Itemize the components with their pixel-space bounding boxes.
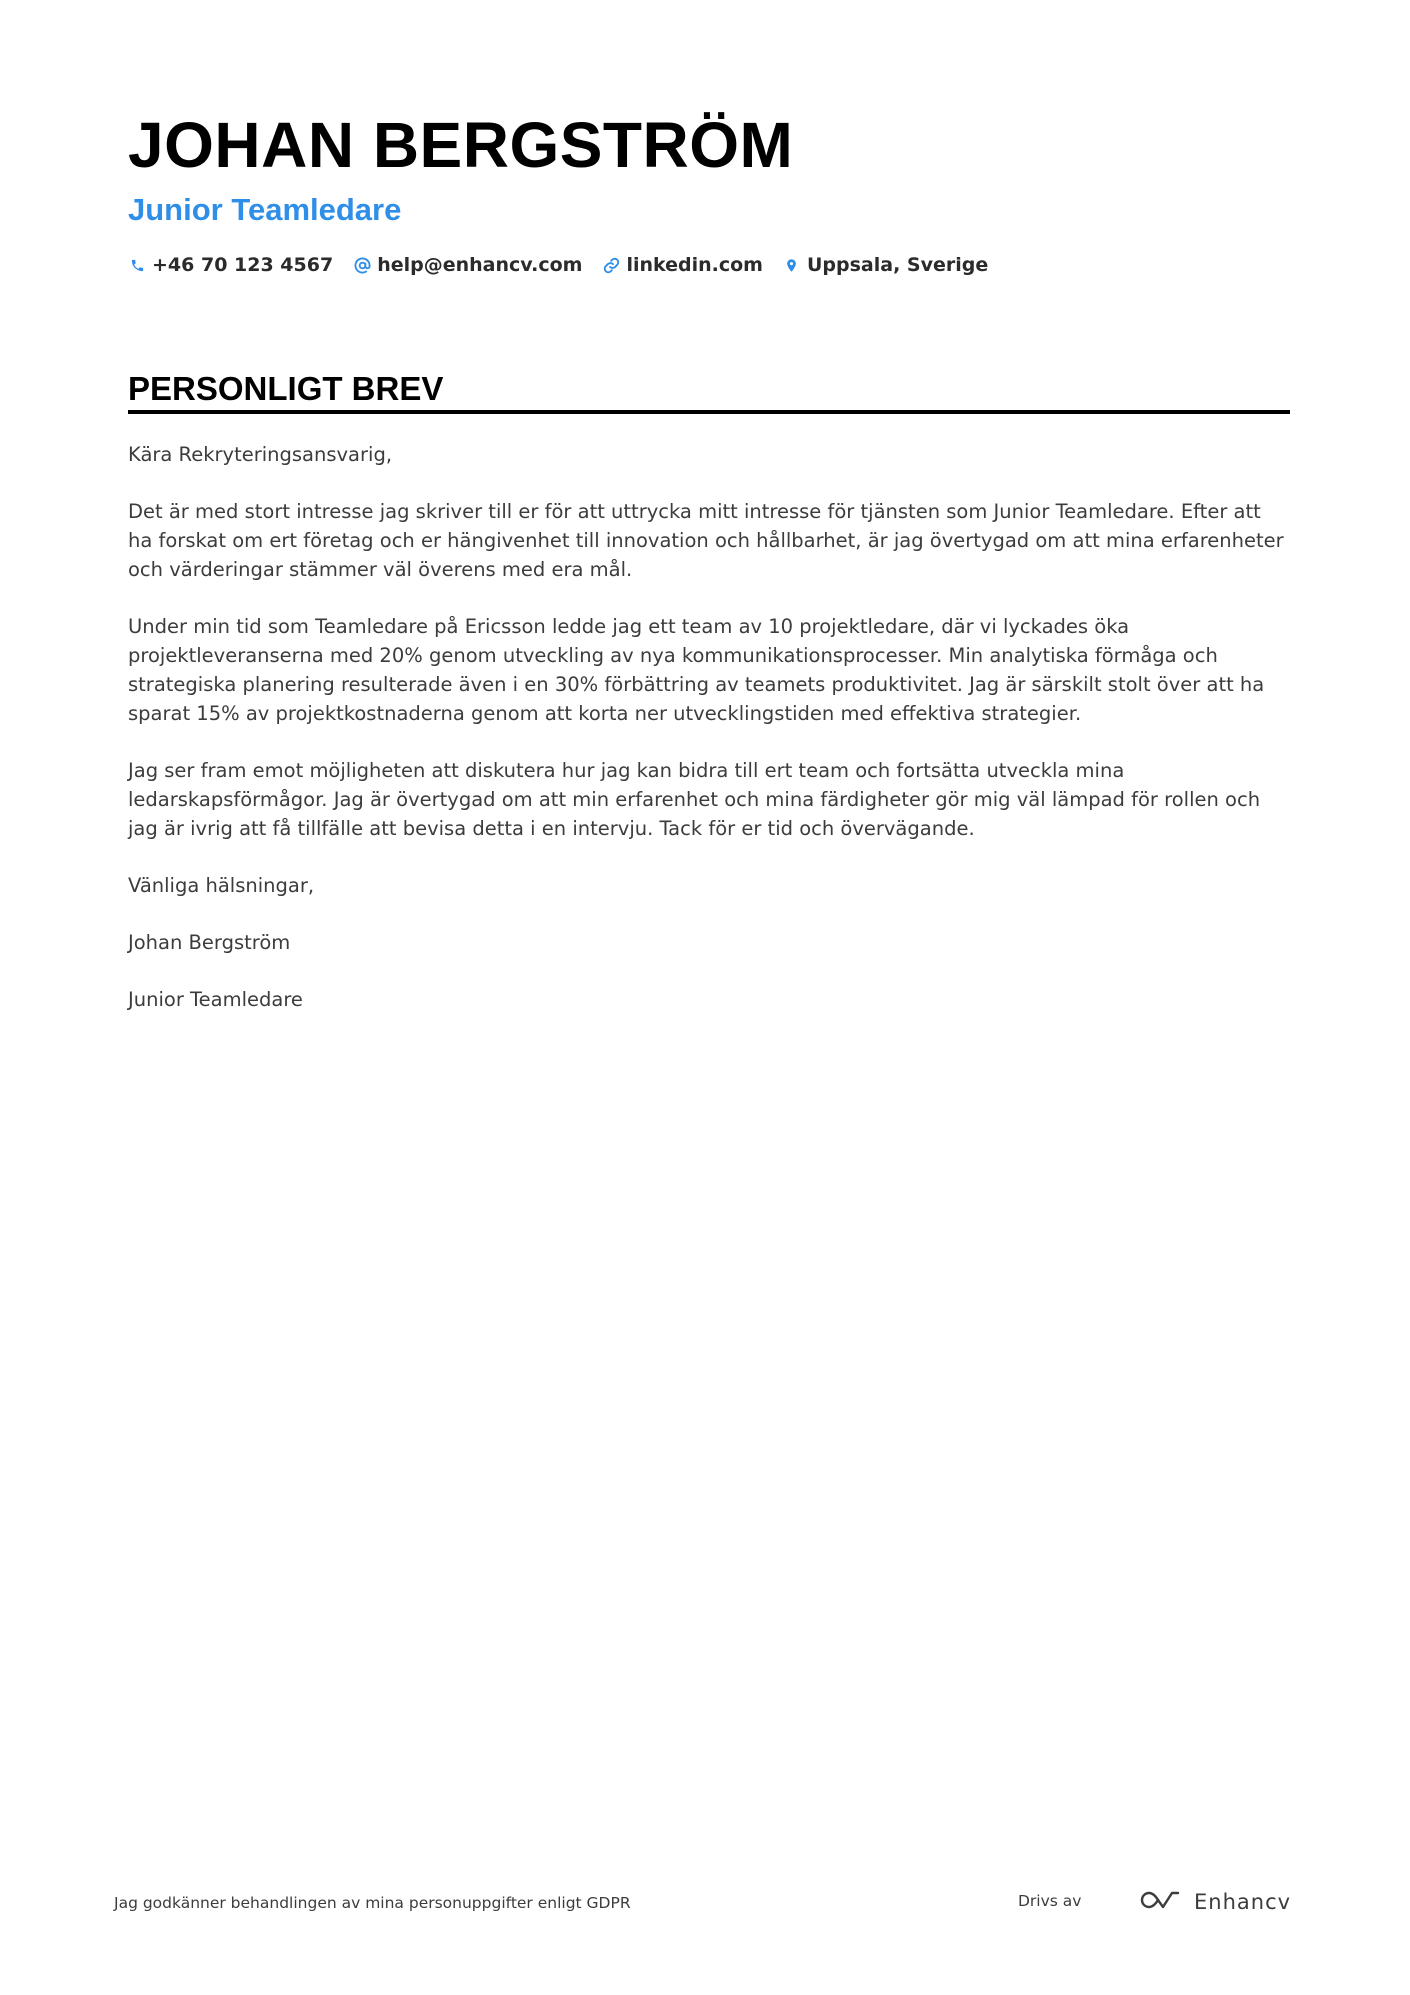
gdpr-consent: Jag godkänner behandlingen av mina personuppgifter enligt GDPR: [114, 1894, 631, 1912]
powered-by-label: Drivs av: [1018, 1892, 1082, 1910]
link-icon: [602, 256, 620, 274]
contact-location: [783, 254, 988, 276]
letter-salutation: Kära Rekryteringsansvarig,: [128, 443, 393, 466]
letter-paragraph: Det är med stort intresse jag skriver till er för att uttrycka mitt intresse för tjänsten som Junior Teamledare. Efter att ha forskat om ert företag och er hängivenhet till innovation och hållbarhet, är jag övertygad om att mina erfarenheter och värderingar stämmer väl överens med era mål.: [128, 500, 1284, 581]
section-divider: [128, 410, 1290, 414]
contact-email-text[interactable]: help@enhancv.com: [377, 254, 583, 276]
applicant-title: Junior Teamledare: [128, 192, 402, 227]
contact-email[interactable]: [353, 254, 582, 276]
contact-row: [128, 254, 988, 276]
contact-phone: [128, 254, 333, 276]
enhancv-brand-text: Enhancv: [1194, 1890, 1292, 1914]
enhancv-logo[interactable]: [1138, 1888, 1291, 1916]
letter-closing: Vänliga hälsningar,: [128, 874, 315, 897]
contact-phone-text: +46 70 123 4567: [152, 254, 334, 276]
at-icon: [353, 256, 371, 274]
contact-linkedin[interactable]: [602, 254, 763, 276]
letter-paragraph: Under min tid som Teamledare på Ericsson ledde jag ett team av 10 projektledare, där vi lyckades öka projektleveranserna med 20% genom utveckling av nya kommunikationsprocesser. Min analytiska förmåga och strategiska planering resulterade även i en 30% förbättring av teamets produktivitet. Jag är särskilt stolt över att ha sparat 15% av projektkostnaderna genom att korta ner utvecklingstiden med effektiva strategier.: [128, 615, 1265, 725]
contact-location-text: Uppsala, Sverige: [806, 254, 989, 276]
letter-paragraph: Jag ser fram emot möjligheten att diskutera hur jag kan bidra till ert team och fortsätta utveckla mina ledarskapsförmågor. Jag är övertygad om att min erfarenhet och mina färdigheter gör mig väl lämpad för rollen och jag är ivrig att få tillfälle att bevisa detta i en intervju. Tack för er tid och övervägande.: [128, 759, 1261, 840]
contact-linkedin-text[interactable]: linkedin.com: [626, 254, 763, 276]
letter-body: [128, 440, 1290, 1042]
map-pin-icon: [783, 256, 801, 274]
letter-signature-title: Junior Teamledare: [128, 988, 303, 1011]
letter-signature-name: Johan Bergström: [128, 931, 291, 954]
applicant-name: JOHAN BERGSTRÖM: [128, 109, 794, 181]
enhancv-logo-icon: [1138, 1888, 1184, 1916]
section-heading: PERSONLIGT BREV: [128, 370, 444, 407]
phone-icon: [128, 256, 146, 274]
